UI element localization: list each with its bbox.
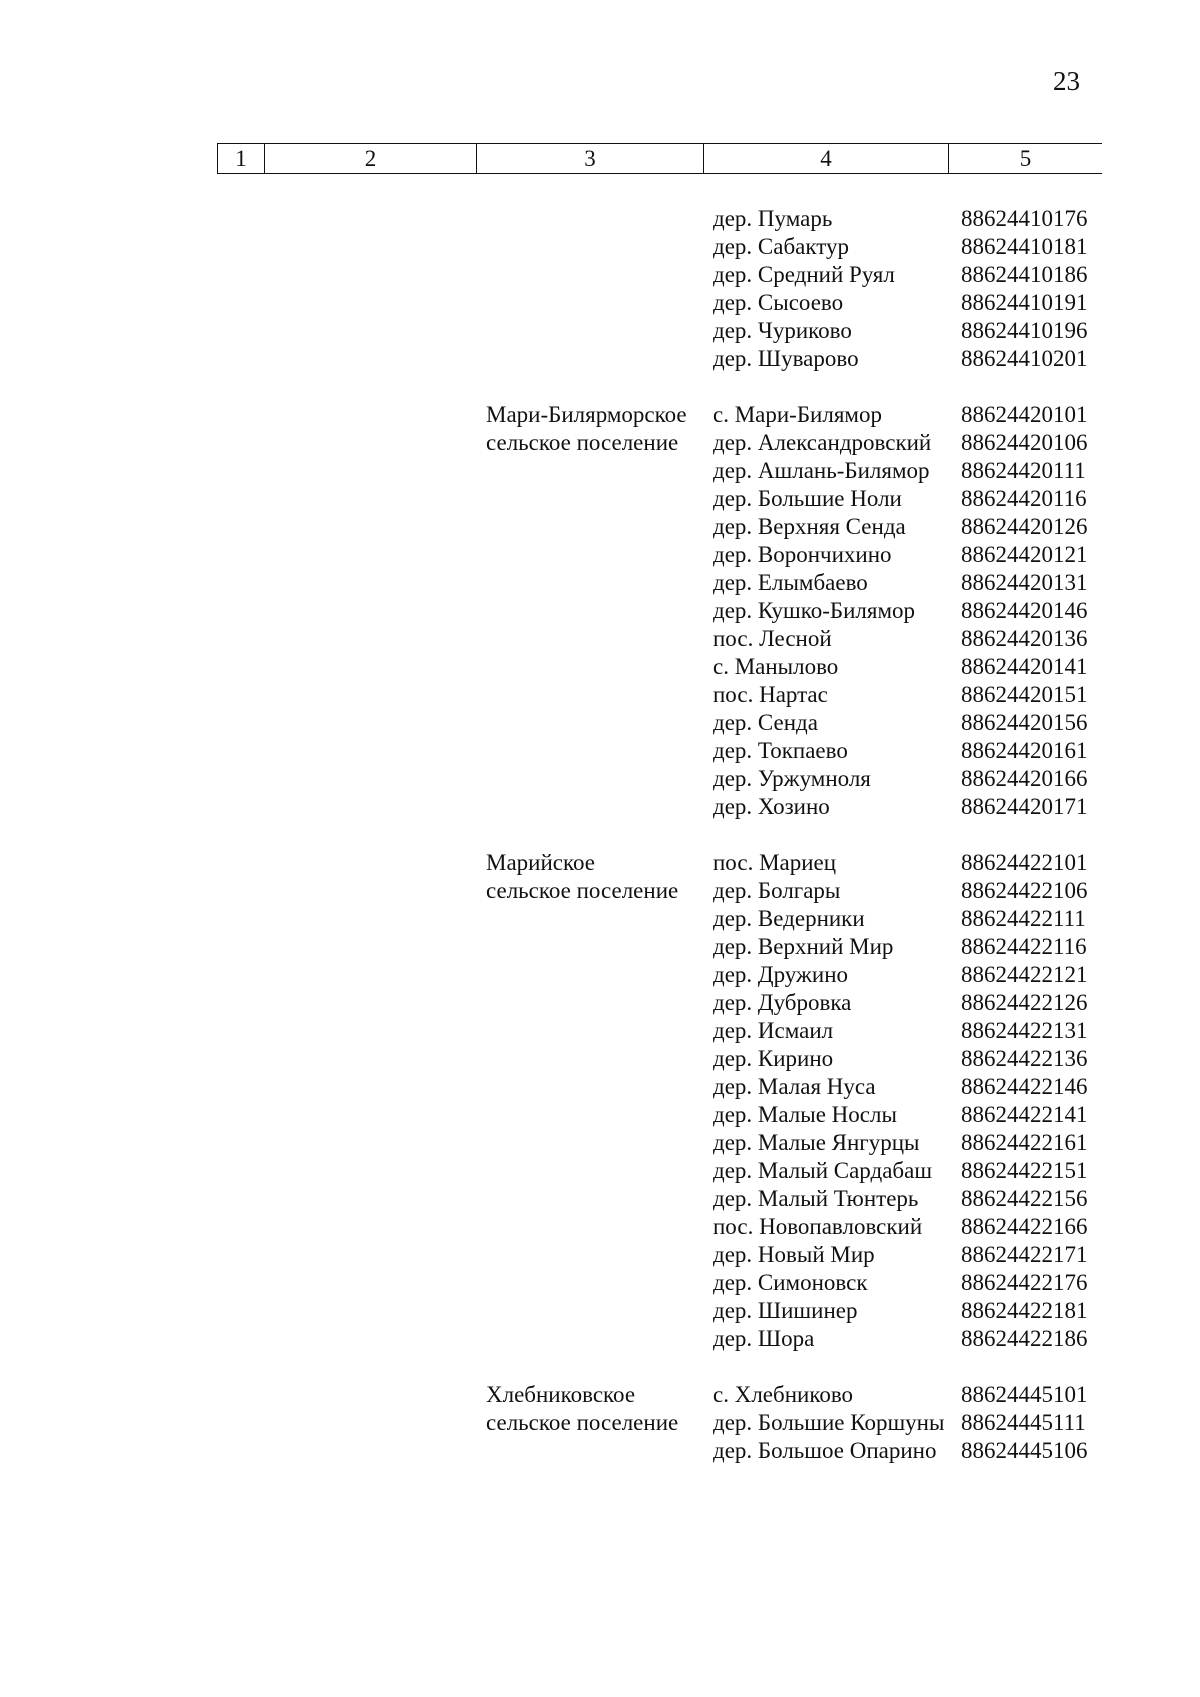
settlement-section: [0, 205, 1200, 373]
locality-row: [713, 401, 1200, 429]
oktmo-code: 88624422106: [961, 878, 1088, 903]
oktmo-code: 88624420111: [961, 458, 1086, 483]
column-header-4: 4: [704, 144, 949, 173]
locality-row: [713, 513, 1200, 541]
locality-name: пос. Нартас: [713, 682, 828, 707]
page-number: 23: [1053, 66, 1080, 96]
settlement-name: [486, 849, 696, 905]
locality-row: [713, 597, 1200, 625]
locality-row: [713, 653, 1200, 681]
settlement-section: [0, 849, 1200, 1353]
locality-name: дер. Симоновск: [713, 1270, 868, 1295]
locality-row: [713, 905, 1200, 933]
oktmo-code: 88624420166: [961, 766, 1088, 791]
locality-name: дер. Сысоево: [713, 290, 844, 315]
settlement-section: [0, 1381, 1200, 1465]
locality-row: [713, 205, 1200, 233]
locality-name: дер. Малый Сардабаш: [713, 1158, 933, 1183]
locality-row: [713, 1073, 1200, 1101]
oktmo-code: 88624422121: [961, 962, 1088, 987]
locality-row: [713, 1269, 1200, 1297]
oktmo-code: 88624422126: [961, 990, 1088, 1015]
column-header-2: 2: [265, 144, 477, 173]
settlement-name: [486, 1381, 696, 1437]
locality-name: дер. Большие Ноли: [713, 486, 902, 511]
locality-row: [713, 485, 1200, 513]
locality-row: [713, 261, 1200, 289]
locality-row: [713, 1297, 1200, 1325]
locality-row: [713, 1409, 1200, 1437]
locality-name: с. Хлебниково: [713, 1382, 854, 1407]
locality-name: дер. Болгары: [713, 878, 841, 903]
settlement-name-line: Марийское: [486, 850, 595, 875]
locality-name: дер. Верхний Мир: [713, 934, 894, 959]
locality-name: дер. Кирино: [713, 1046, 834, 1071]
column-header-1: 1: [218, 144, 265, 173]
locality-row: [713, 1213, 1200, 1241]
locality-name: дер. Хозино: [713, 794, 830, 819]
locality-name: дер. Ведерники: [713, 906, 865, 931]
locality-row: [713, 961, 1200, 989]
oktmo-code: 88624422146: [961, 1074, 1088, 1099]
locality-name: дер. Большое Опарино: [713, 1438, 937, 1463]
locality-row: [713, 933, 1200, 961]
column-header-row: [217, 143, 1102, 174]
settlement-name-line: сельское поселение: [486, 430, 679, 455]
oktmo-code: 88624420116: [961, 486, 1087, 511]
oktmo-code: 88624420156: [961, 710, 1088, 735]
locality-row: [713, 625, 1200, 653]
oktmo-code: 88624422101: [961, 850, 1088, 875]
locality-row: [713, 345, 1200, 373]
oktmo-code: 88624410191: [961, 290, 1088, 315]
locality-name: пос. Новопавловский: [713, 1214, 923, 1239]
locality-name: дер. Новый Мир: [713, 1242, 875, 1267]
oktmo-code: 88624420161: [961, 738, 1088, 763]
oktmo-code: 88624420131: [961, 570, 1088, 595]
locality-name: дер. Исмаил: [713, 1018, 834, 1043]
oktmo-code: 88624420126: [961, 514, 1088, 539]
locality-row: [713, 1017, 1200, 1045]
locality-name: дер. Уржумноля: [713, 766, 871, 791]
oktmo-code: 88624422141: [961, 1102, 1088, 1127]
locality-row: [713, 765, 1200, 793]
locality-row: [713, 457, 1200, 485]
locality-row: [713, 1101, 1200, 1129]
locality-name: дер. Пумарь: [713, 206, 833, 231]
oktmo-code: 88624420151: [961, 682, 1088, 707]
locality-name: с. Манылово: [713, 654, 839, 679]
locality-name: дер. Дубровка: [713, 990, 852, 1015]
oktmo-code: 88624420171: [961, 794, 1088, 819]
locality-row: [713, 317, 1200, 345]
settlement-section: [0, 401, 1200, 821]
oktmo-code: 88624410176: [961, 206, 1088, 231]
settlement-name-line: Мари-Билярморское: [486, 402, 687, 427]
oktmo-code: 88624422111: [961, 906, 1086, 931]
oktmo-code: 88624410201: [961, 346, 1088, 371]
locality-name: дер. Большие Коршуны: [713, 1410, 945, 1435]
locality-name: дер. Чуриково: [713, 318, 852, 343]
settlement-list: [0, 205, 1200, 1493]
locality-name: с. Мари-Билямор: [713, 402, 882, 427]
locality-row: [713, 1381, 1200, 1409]
oktmo-code: 88624445106: [961, 1438, 1088, 1463]
locality-row: [713, 793, 1200, 821]
oktmo-code: 88624410196: [961, 318, 1088, 343]
oktmo-code: 88624422161: [961, 1130, 1088, 1155]
oktmo-code: 88624420146: [961, 598, 1088, 623]
locality-row: [713, 681, 1200, 709]
column-header-5: 5: [1019, 146, 1032, 171]
locality-row: [713, 429, 1200, 457]
locality-name: дер. Александровский: [713, 430, 932, 455]
oktmo-code: 88624420136: [961, 626, 1088, 651]
locality-row: [713, 1157, 1200, 1185]
oktmo-code: 88624422116: [961, 934, 1087, 959]
locality-name: дер. Кушко-Билямор: [713, 598, 916, 623]
locality-row: [713, 233, 1200, 261]
oktmo-code: 88624420121: [961, 542, 1088, 567]
locality-row: [713, 989, 1200, 1017]
oktmo-code: 88624445101: [961, 1382, 1088, 1407]
locality-name: пос. Лесной: [713, 626, 832, 651]
locality-name: дер. Малые Ноcлы: [713, 1102, 897, 1127]
oktmo-code: 88624422166: [961, 1214, 1088, 1239]
locality-row: [713, 1129, 1200, 1157]
settlement-name-line: сельское поселение: [486, 1410, 679, 1435]
locality-name: дер. Малая Нуса: [713, 1074, 876, 1099]
oktmo-code: 88624422156: [961, 1186, 1088, 1211]
oktmo-code: 88624422181: [961, 1298, 1088, 1323]
settlement-name-line: Хлебниковское: [486, 1382, 636, 1407]
locality-row: [713, 289, 1200, 317]
locality-name: дер. Малые Янгурцы: [713, 1130, 920, 1155]
locality-name: дер. Малый Тюнтерь: [713, 1186, 919, 1211]
oktmo-code: 88624422186: [961, 1326, 1088, 1351]
column-header-3: 3: [477, 144, 704, 173]
oktmo-code: 88624420101: [961, 402, 1088, 427]
locality-row: [713, 1325, 1200, 1353]
locality-name: пос. Мариец: [713, 850, 837, 875]
oktmo-code: 88624410181: [961, 234, 1088, 259]
oktmo-code: 88624422136: [961, 1046, 1088, 1071]
oktmo-code: 88624420106: [961, 430, 1088, 455]
locality-row: [713, 569, 1200, 597]
locality-row: [713, 1241, 1200, 1269]
locality-name: дер. Дружино: [713, 962, 849, 987]
locality-row: [713, 541, 1200, 569]
locality-name: дер. Елымбаево: [713, 570, 868, 595]
locality-name: дер. Токпаево: [713, 738, 848, 763]
oktmo-code: 88624410186: [961, 262, 1088, 287]
locality-row: [713, 1045, 1200, 1073]
locality-name: дер. Ашлань-Билямор: [713, 458, 930, 483]
locality-row: [713, 877, 1200, 905]
locality-row: [713, 1437, 1200, 1465]
settlement-name: [486, 401, 696, 457]
locality-row: [713, 1185, 1200, 1213]
oktmo-code: 88624422131: [961, 1018, 1088, 1043]
locality-name: дер. Шора: [713, 1326, 815, 1351]
locality-name: дер. Средний Руял: [713, 262, 895, 287]
locality-name: дер. Сабактур: [713, 234, 849, 259]
oktmo-code: 88624422151: [961, 1158, 1088, 1183]
locality-row: [713, 849, 1200, 877]
locality-name: дер. Верхняя Сенда: [713, 514, 906, 539]
locality-row: [713, 737, 1200, 765]
locality-name: дер. Сенда: [713, 710, 818, 735]
locality-row: [713, 709, 1200, 737]
locality-name: дер. Шишинер: [713, 1298, 858, 1323]
locality-name: дер. Ворончихино: [713, 542, 892, 567]
oktmo-code: 88624445111: [961, 1410, 1086, 1435]
oktmo-code: 88624422171: [961, 1242, 1088, 1267]
locality-name: дер. Шуварово: [713, 346, 859, 371]
oktmo-code: 88624420141: [961, 654, 1088, 679]
oktmo-code: 88624422176: [961, 1270, 1088, 1295]
settlement-name-line: сельское поселение: [486, 878, 679, 903]
